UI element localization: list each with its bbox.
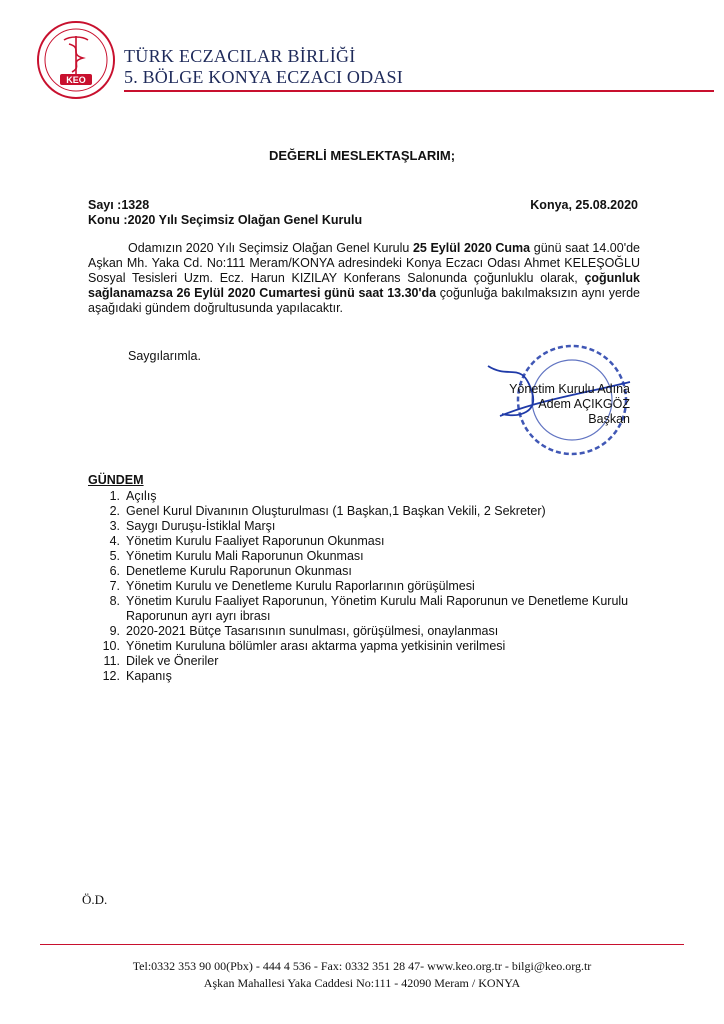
- signatory: [504, 382, 630, 427]
- agenda-item-number: 2.: [109, 504, 120, 518]
- logo-text: KEO: [66, 75, 86, 85]
- reference-block: [88, 198, 362, 228]
- subject-line: Konu :2020 Yılı Seçimsiz Olağan Genel Kurulu: [88, 213, 363, 227]
- agenda-item-text: Saygı Duruşu-İstiklal Marşı: [126, 519, 276, 533]
- agenda-item-number: 5.: [109, 549, 120, 563]
- agenda-item-text: Denetleme Kurulu Raporunun Okunması: [126, 564, 352, 578]
- od-note: Ö.D.: [82, 892, 108, 907]
- agenda-item-text: Yönetim Kuruluna bölümler arası aktarma yapma yetkisinin verilmesi: [126, 639, 506, 653]
- reference-number: Sayı :1328: [88, 198, 150, 212]
- agenda-item-number: 11.: [103, 654, 120, 668]
- agenda-item: [88, 579, 648, 594]
- agenda: [88, 473, 648, 684]
- agenda-item-number: 4.: [109, 534, 120, 548]
- agenda-item-text: Yönetim Kurulu ve Denetleme Kurulu Raporlarının görüşülmesi: [126, 579, 475, 593]
- org-name-line1: TÜRK ECZACILAR BİRLİĞİ: [124, 46, 356, 66]
- agenda-item: [88, 639, 648, 654]
- footer-address-line: Aşkan Mahallesi Yaka Caddesi No:111 - 42090 Meram / KONYA: [203, 976, 521, 990]
- signatory-title: Başkan: [588, 412, 630, 426]
- agenda-item: [88, 504, 648, 519]
- body-bold-date: 25 Eylül 2020 Cuma: [412, 241, 531, 255]
- agenda-item-text: Yönetim Kurulu Faaliyet Raporunun Okunması: [126, 534, 385, 548]
- agenda-item-number: 12.: [102, 669, 120, 683]
- agenda-item-number: 8.: [109, 594, 120, 608]
- agenda-list: [88, 489, 648, 684]
- closing-greeting: Saygılarımla.: [128, 349, 201, 363]
- body-text-2: günü saat 14.00'de Aşkan Mh. Yaka Cd. No:111 Meram/KONYA adresindeki Konya Eczacı Odası Ahmet KELEŞOĞLU Sosyal Tesisleri Uzm. Ecz. Harun KIZILAY Konferans Salonunda çoğunluklu olarak,: [88, 241, 640, 285]
- letter-body: [88, 241, 640, 316]
- agenda-item-number: 1.: [109, 489, 120, 503]
- agenda-item: [88, 594, 648, 624]
- agenda-title: GÜNDEM: [88, 473, 144, 487]
- agenda-item: [88, 669, 648, 684]
- body-bold-fallback: çoğunluk sağlanamazsa 26 Eylül 2020 Cumartesi günü saat 13.30'da: [88, 271, 640, 300]
- agenda-item-number: 7.: [109, 579, 120, 593]
- agenda-item-number: 9.: [109, 624, 120, 638]
- agenda-item: [88, 624, 648, 639]
- agenda-item-text: 2020-2021 Bütçe Tasarısının sunulması, görüşülmesi, onaylanması: [126, 624, 499, 638]
- footer-contact: [0, 958, 724, 992]
- header-divider: [124, 90, 714, 92]
- agenda-item-number: 6.: [109, 564, 120, 578]
- agenda-item: [88, 519, 648, 534]
- agenda-item: [88, 534, 648, 549]
- letter-date: Konya, 25.08.2020: [530, 198, 638, 212]
- agenda-item: [88, 654, 648, 669]
- keo-logo: [36, 20, 116, 100]
- footer-divider: [40, 944, 684, 945]
- agenda-item-number: 10.: [102, 639, 120, 653]
- agenda-item-number: 3.: [109, 519, 120, 533]
- agenda-item-text: Dilek ve Öneriler: [126, 654, 219, 668]
- body-text-3: çoğunluğa bakılmaksızın aynı yerde aşağıdaki gündem doğrultusunda yapılacaktır.: [88, 286, 640, 315]
- agenda-item-text: Genel Kurul Divanının Oluşturulması (1 Başkan,1 Başkan Vekili, 2 Sekreter): [126, 504, 546, 518]
- agenda-item-text: Açılış: [126, 489, 157, 503]
- footer-phone-line: Tel:0332 353 90 00(Pbx) - 444 4 536 - Fax: 0332 351 28 47- www.keo.org.tr - bilgi@keo.org.tr: [132, 959, 592, 973]
- organization-name: [124, 46, 403, 88]
- signature-block: [480, 340, 640, 460]
- agenda-item: [88, 489, 648, 504]
- agenda-item-text: Yönetim Kurulu Mali Raporunun Okunması: [126, 549, 364, 563]
- signatory-role: Yönetim Kurulu Adına: [509, 382, 630, 396]
- agenda-item-text: Kapanış: [126, 669, 172, 683]
- agenda-item: [88, 549, 648, 564]
- agenda-item: [88, 564, 648, 579]
- body-text-1: Odamızın 2020 Yılı Seçimsiz Olağan Genel Kurulu: [128, 241, 413, 255]
- letter-title: DEĞERLİ MESLEKTAŞLARIM;: [268, 148, 456, 163]
- agenda-item-text: Yönetim Kurulu Faaliyet Raporunun, Yönetim Kurulu Mali Raporunun ve Denetleme Kurulu Raporunun ayrı ayrı ibrası: [126, 594, 629, 623]
- letterhead: [36, 20, 686, 110]
- signatory-name: Adem AÇIKGÖZ: [538, 397, 630, 411]
- org-name-line2: 5. BÖLGE KONYA ECZACI ODASI: [124, 67, 403, 87]
